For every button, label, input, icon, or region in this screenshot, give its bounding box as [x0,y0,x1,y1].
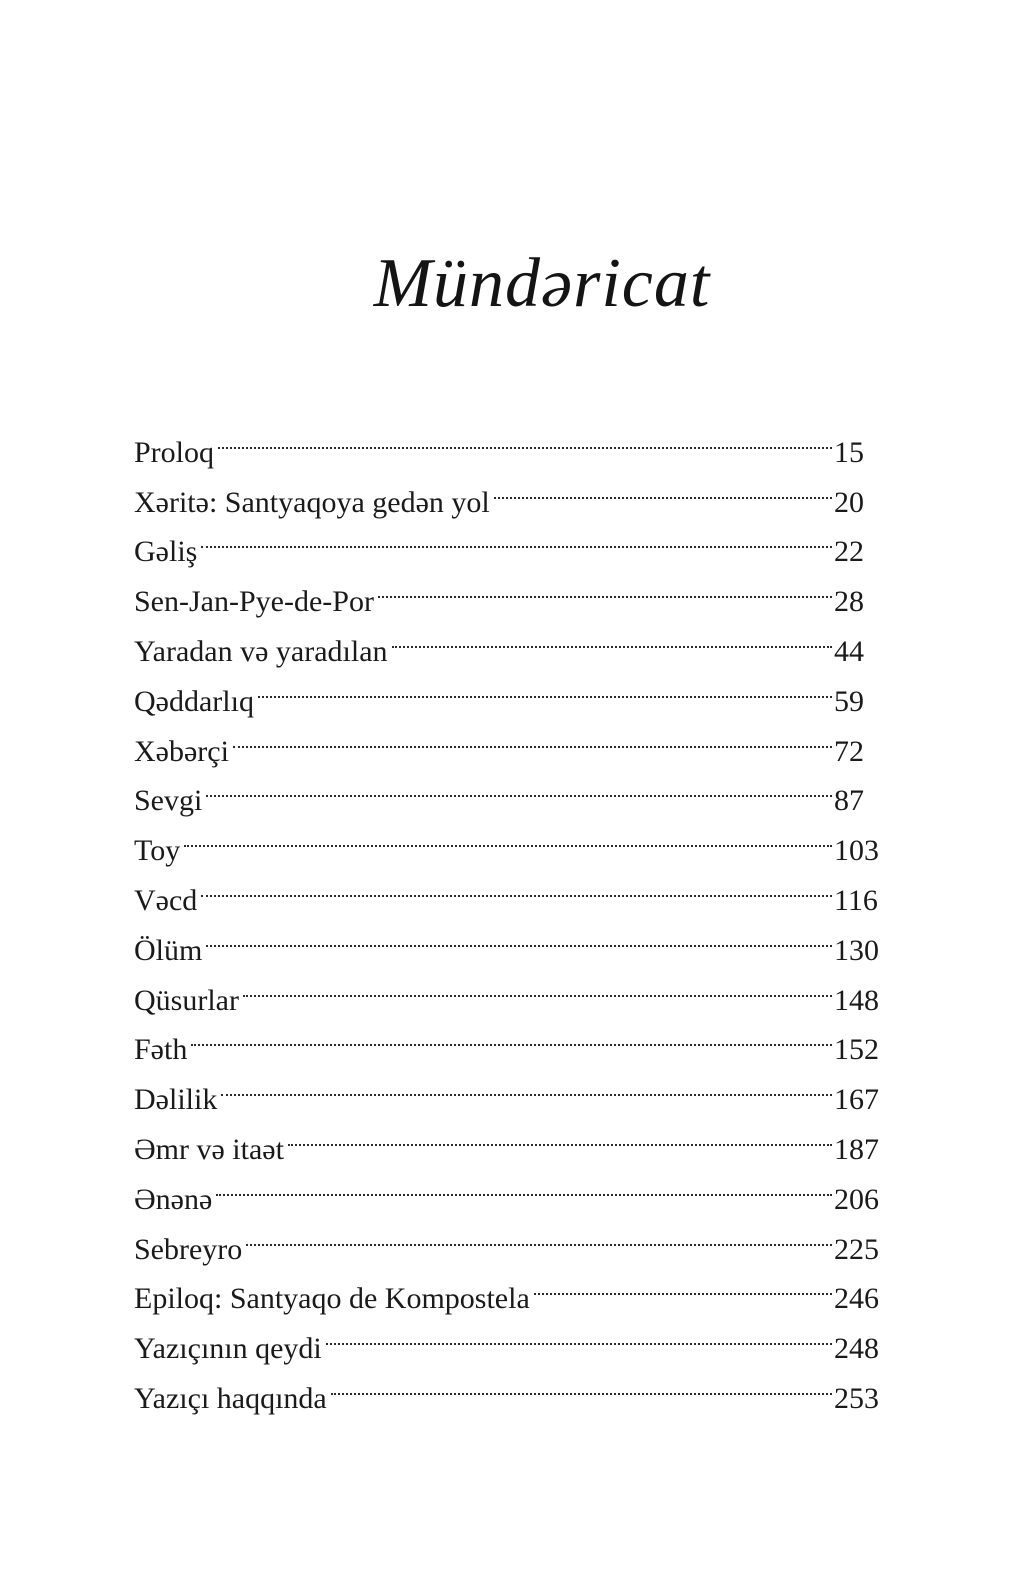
toc-entry-page: 103 [834,834,879,868]
toc-entry [134,810,886,868]
dot-leader [326,1308,832,1358]
toc-entry-title: Epiloq: Santyaqo de Kompostela [134,1282,530,1316]
toc-entry-title: Gəliş [134,535,198,569]
dot-leader [216,1159,832,1209]
toc-entry-title: Sebreyro [134,1232,243,1266]
toc-entry-title: Toy [134,834,181,868]
toc-entry-page: 248 [834,1332,879,1366]
toc-entry [134,761,886,818]
toc-entry-page: 152 [834,1033,879,1067]
toc-entry [134,512,886,569]
toc-entry [134,1209,886,1266]
page-title: Mündəricat [373,245,711,322]
toc-entry-page: 20 [834,485,864,519]
dot-leader [288,1109,832,1159]
toc-entry-title: Sevgi [134,784,203,818]
toc-entry-page: 116 [834,883,878,917]
toc-entry-title: Ölüm [134,933,203,967]
toc-entry [134,960,886,1017]
toc-entry-page: 22 [834,535,864,569]
dot-leader [233,711,832,761]
toc-entry [134,1059,886,1117]
dot-leader [184,810,832,860]
toc-entry [134,462,886,519]
toc-entry [134,711,886,768]
toc-entry-title: Qəddarlıq [134,684,254,718]
toc-entry [134,910,886,967]
toc-entry-page: 187 [834,1132,879,1166]
toc-entry-title: Proloq [134,435,215,469]
dot-leader [201,512,832,562]
dot-leader [246,1209,832,1259]
toc-entry-title: Ənənə [134,1182,213,1216]
toc-entry [134,860,886,917]
toc-entry [134,561,886,619]
toc-entry-title: Əmr və itaət [134,1132,284,1166]
toc-entry [134,1010,886,1067]
toc-entry-title: Vəcd [134,883,198,917]
toc-entry-page: 167 [834,1083,879,1117]
toc-entry [134,412,886,469]
dot-leader [378,561,832,611]
table-of-contents [134,412,886,1415]
dot-leader [206,910,832,960]
toc-entry [134,1159,886,1216]
toc-entry-page: 253 [834,1381,879,1415]
dot-leader [218,412,832,462]
toc-entry-title: Qüsurlar [134,983,239,1017]
toc-entry-page: 246 [834,1282,879,1316]
toc-entry-page: 130 [834,933,879,967]
dot-leader [221,1059,832,1109]
toc-entry-page: 59 [834,684,864,718]
toc-entry-page: 148 [834,983,879,1017]
dot-leader [494,462,832,512]
toc-entry-page: 28 [834,585,864,619]
dot-leader [206,761,832,811]
toc-entry-title: Dəlilik [134,1083,218,1117]
toc-entry-title: Xəritə: Santyaqoya gedən yol [134,485,490,519]
toc-entry-page: 87 [834,784,864,818]
dot-leader [201,860,832,910]
toc-entry-page: 44 [834,634,864,668]
toc-entry [134,1109,886,1166]
toc-entry-page: 225 [834,1232,879,1266]
toc-entry-title: Sen-Jan-Pye-de-Por [134,585,374,619]
toc-entry-page: 15 [834,435,864,469]
toc-entry-title: Yazıçı haqqında [134,1381,327,1415]
dot-leader [191,1010,832,1060]
dot-leader [243,960,832,1010]
toc-entry [134,1259,886,1316]
dot-leader [392,611,832,661]
dot-leader [331,1358,832,1408]
toc-entry-title: Fəth [134,1033,188,1067]
toc-entry-title: Xəbərçi [134,734,229,768]
toc-entry-page: 206 [834,1182,879,1216]
toc-entry-title: Yaradan və yaradılan [134,634,388,668]
toc-entry-page: 72 [834,734,864,768]
dot-leader [534,1259,832,1309]
dot-leader [258,661,832,711]
toc-entry-title: Yazıçının qeydi [134,1332,322,1366]
